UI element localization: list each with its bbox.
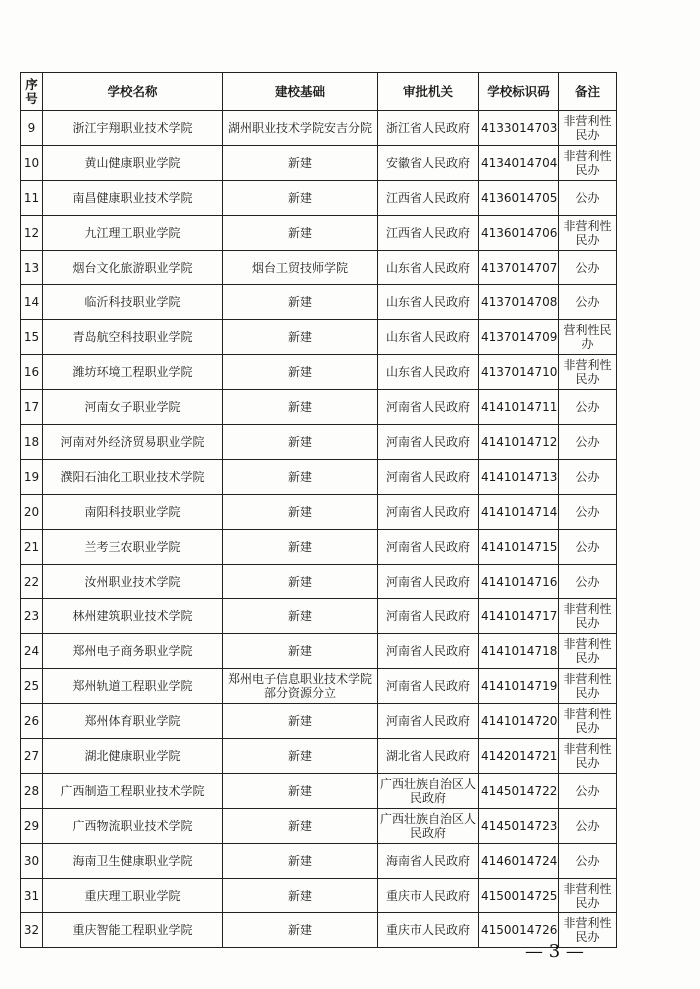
- row-code: 4150014726: [479, 913, 559, 948]
- row-basis: 湖州职业技术学院安吉分院: [223, 111, 378, 146]
- row-basis: 新建: [223, 843, 378, 878]
- row-seq: 28: [21, 773, 43, 808]
- row-note: 非营利性民办: [559, 913, 617, 948]
- row-authority: 河南省人民政府: [378, 634, 479, 669]
- row-seq: 15: [21, 320, 43, 355]
- row-basis: 新建: [223, 425, 378, 460]
- row-school-name: 浙江宇翔职业技术学院: [43, 111, 223, 146]
- row-basis: 新建: [223, 529, 378, 564]
- row-seq: 30: [21, 843, 43, 878]
- row-note: 非营利性民办: [559, 739, 617, 774]
- header-code: 学校标识码: [479, 73, 559, 111]
- row-school-name: 湖北健康职业学院: [43, 739, 223, 774]
- row-school-name: 青岛航空科技职业学院: [43, 320, 223, 355]
- row-seq: 14: [21, 285, 43, 320]
- row-basis: 新建: [223, 355, 378, 390]
- row-authority: 山东省人民政府: [378, 320, 479, 355]
- row-school-name: 烟台文化旅游职业学院: [43, 250, 223, 285]
- row-basis: 新建: [223, 215, 378, 250]
- row-code: 4137014708: [479, 285, 559, 320]
- row-note: 公办: [559, 494, 617, 529]
- row-code: 4141014715: [479, 529, 559, 564]
- row-code: 4137014710: [479, 355, 559, 390]
- row-note: 公办: [559, 564, 617, 599]
- row-note: 非营利性民办: [559, 215, 617, 250]
- row-code: 4146014724: [479, 843, 559, 878]
- header-seq: 序号: [21, 73, 43, 111]
- row-note: 非营利性民办: [559, 878, 617, 913]
- row-seq: 32: [21, 913, 43, 948]
- row-note: 公办: [559, 180, 617, 215]
- table-row: [21, 529, 617, 564]
- row-basis: 新建: [223, 634, 378, 669]
- row-seq: 22: [21, 564, 43, 599]
- row-basis: 新建: [223, 739, 378, 774]
- row-basis: 新建: [223, 808, 378, 843]
- row-note: 非营利性民办: [559, 111, 617, 146]
- row-school-name: 兰考三农职业学院: [43, 529, 223, 564]
- row-authority: 浙江省人民政府: [378, 111, 479, 146]
- row-seq: 18: [21, 425, 43, 460]
- row-authority: 广西壮族自治区人民政府: [378, 773, 479, 808]
- row-code: 4141014720: [479, 704, 559, 739]
- row-school-name: 九江理工职业学院: [43, 215, 223, 250]
- row-seq: 17: [21, 390, 43, 425]
- row-seq: 19: [21, 459, 43, 494]
- row-authority: 广西壮族自治区人民政府: [378, 808, 479, 843]
- row-basis: 新建: [223, 913, 378, 948]
- row-seq: 9: [21, 111, 43, 146]
- table-row: [21, 215, 617, 250]
- row-authority: 重庆市人民政府: [378, 913, 479, 948]
- row-code: 4150014725: [479, 878, 559, 913]
- row-school-name: 河南对外经济贸易职业学院: [43, 425, 223, 460]
- row-school-name: 林州建筑职业技术学院: [43, 599, 223, 634]
- page-number: — 3 —: [525, 941, 584, 962]
- row-code: 4137014709: [479, 320, 559, 355]
- row-authority: 江西省人民政府: [378, 215, 479, 250]
- table-row: [21, 739, 617, 774]
- table-row: [21, 355, 617, 390]
- row-note: 公办: [559, 459, 617, 494]
- row-school-name: 广西制造工程职业技术学院: [43, 773, 223, 808]
- row-authority: 河南省人民政府: [378, 494, 479, 529]
- row-school-name: 郑州轨道工程职业学院: [43, 669, 223, 704]
- row-code: 4141014714: [479, 494, 559, 529]
- header-note: 备注: [559, 73, 617, 111]
- row-seq: 11: [21, 180, 43, 215]
- table-row: [21, 843, 617, 878]
- row-seq: 23: [21, 599, 43, 634]
- row-basis: 新建: [223, 459, 378, 494]
- row-note: 公办: [559, 843, 617, 878]
- row-seq: 24: [21, 634, 43, 669]
- row-basis: 新建: [223, 145, 378, 180]
- row-school-name: 南阳科技职业学院: [43, 494, 223, 529]
- row-basis: 新建: [223, 285, 378, 320]
- row-note: 公办: [559, 808, 617, 843]
- table-row: [21, 564, 617, 599]
- row-note: 公办: [559, 773, 617, 808]
- table-row: [21, 599, 617, 634]
- row-authority: 河南省人民政府: [378, 564, 479, 599]
- schools-table: [20, 72, 617, 948]
- row-seq: 26: [21, 704, 43, 739]
- row-seq: 31: [21, 878, 43, 913]
- row-code: 4145014723: [479, 808, 559, 843]
- row-authority: 河南省人民政府: [378, 669, 479, 704]
- row-authority: 山东省人民政府: [378, 250, 479, 285]
- row-code: 4142014721: [479, 739, 559, 774]
- table-row: [21, 145, 617, 180]
- table-row: [21, 773, 617, 808]
- row-seq: 20: [21, 494, 43, 529]
- table-row: [21, 320, 617, 355]
- table-row: [21, 111, 617, 146]
- row-seq: 21: [21, 529, 43, 564]
- row-school-name: 重庆智能工程职业学院: [43, 913, 223, 948]
- row-authority: 山东省人民政府: [378, 285, 479, 320]
- row-authority: 河南省人民政府: [378, 704, 479, 739]
- row-note: 非营利性民办: [559, 599, 617, 634]
- table-row: [21, 459, 617, 494]
- table-body: [21, 111, 617, 948]
- row-code: 4133014703: [479, 111, 559, 146]
- row-code: 4145014722: [479, 773, 559, 808]
- row-authority: 重庆市人民政府: [378, 878, 479, 913]
- row-note: 非营利性民办: [559, 634, 617, 669]
- row-authority: 河南省人民政府: [378, 599, 479, 634]
- row-code: 4141014713: [479, 459, 559, 494]
- row-note: 非营利性民办: [559, 355, 617, 390]
- row-basis: 郑州电子信息职业技术学院部分资源分立: [223, 669, 378, 704]
- header-row: [21, 73, 617, 111]
- row-school-name: 郑州电子商务职业学院: [43, 634, 223, 669]
- row-basis: 烟台工贸技师学院: [223, 250, 378, 285]
- row-school-name: 海南卫生健康职业学院: [43, 843, 223, 878]
- row-school-name: 临沂科技职业学院: [43, 285, 223, 320]
- row-code: 4141014719: [479, 669, 559, 704]
- table-row: [21, 285, 617, 320]
- table-header: [21, 73, 617, 111]
- row-seq: 13: [21, 250, 43, 285]
- row-code: 4136014705: [479, 180, 559, 215]
- row-note: 公办: [559, 425, 617, 460]
- row-code: 4136014706: [479, 215, 559, 250]
- row-note: 公办: [559, 390, 617, 425]
- row-basis: 新建: [223, 390, 378, 425]
- row-seq: 29: [21, 808, 43, 843]
- row-school-name: 郑州体育职业学院: [43, 704, 223, 739]
- table-row: [21, 494, 617, 529]
- row-note: 公办: [559, 285, 617, 320]
- table-row: [21, 808, 617, 843]
- row-school-name: 濮阳石油化工职业技术学院: [43, 459, 223, 494]
- row-authority: 河南省人民政府: [378, 459, 479, 494]
- row-code: 4141014717: [479, 599, 559, 634]
- row-authority: 江西省人民政府: [378, 180, 479, 215]
- row-authority: 山东省人民政府: [378, 355, 479, 390]
- row-school-name: 汝州职业技术学院: [43, 564, 223, 599]
- row-basis: 新建: [223, 494, 378, 529]
- row-code: 4137014707: [479, 250, 559, 285]
- row-school-name: 重庆理工职业学院: [43, 878, 223, 913]
- row-school-name: 河南女子职业学院: [43, 390, 223, 425]
- row-basis: 新建: [223, 320, 378, 355]
- table-row: [21, 878, 617, 913]
- row-note: 非营利性民办: [559, 145, 617, 180]
- row-note: 营利性民办: [559, 320, 617, 355]
- row-seq: 10: [21, 145, 43, 180]
- row-seq: 16: [21, 355, 43, 390]
- header-basis: 建校基础: [223, 73, 378, 111]
- row-code: 4141014712: [479, 425, 559, 460]
- row-note: 非营利性民办: [559, 669, 617, 704]
- row-code: 4134014704: [479, 145, 559, 180]
- row-authority: 安徽省人民政府: [378, 145, 479, 180]
- row-code: 4141014711: [479, 390, 559, 425]
- row-authority: 河南省人民政府: [378, 425, 479, 460]
- table-row: [21, 180, 617, 215]
- row-code: 4141014718: [479, 634, 559, 669]
- row-basis: 新建: [223, 704, 378, 739]
- row-note: 公办: [559, 529, 617, 564]
- row-seq: 12: [21, 215, 43, 250]
- row-basis: 新建: [223, 564, 378, 599]
- row-note: 公办: [559, 250, 617, 285]
- row-authority: 河南省人民政府: [378, 390, 479, 425]
- row-authority: 湖北省人民政府: [378, 739, 479, 774]
- table-row: [21, 669, 617, 704]
- row-authority: 河南省人民政府: [378, 529, 479, 564]
- table-row: [21, 634, 617, 669]
- row-basis: 新建: [223, 599, 378, 634]
- row-school-name: 南昌健康职业技术学院: [43, 180, 223, 215]
- table-row: [21, 425, 617, 460]
- header-name: 学校名称: [43, 73, 223, 111]
- row-authority: 海南省人民政府: [378, 843, 479, 878]
- header-authority: 审批机关: [378, 73, 479, 111]
- row-seq: 27: [21, 739, 43, 774]
- row-school-name: 广西物流职业技术学院: [43, 808, 223, 843]
- row-school-name: 黄山健康职业学院: [43, 145, 223, 180]
- table-row: [21, 250, 617, 285]
- row-basis: 新建: [223, 878, 378, 913]
- row-basis: 新建: [223, 180, 378, 215]
- row-basis: 新建: [223, 773, 378, 808]
- row-note: 非营利性民办: [559, 704, 617, 739]
- row-school-name: 潍坊环境工程职业学院: [43, 355, 223, 390]
- row-seq: 25: [21, 669, 43, 704]
- table-row: [21, 704, 617, 739]
- row-code: 4141014716: [479, 564, 559, 599]
- table-row: [21, 390, 617, 425]
